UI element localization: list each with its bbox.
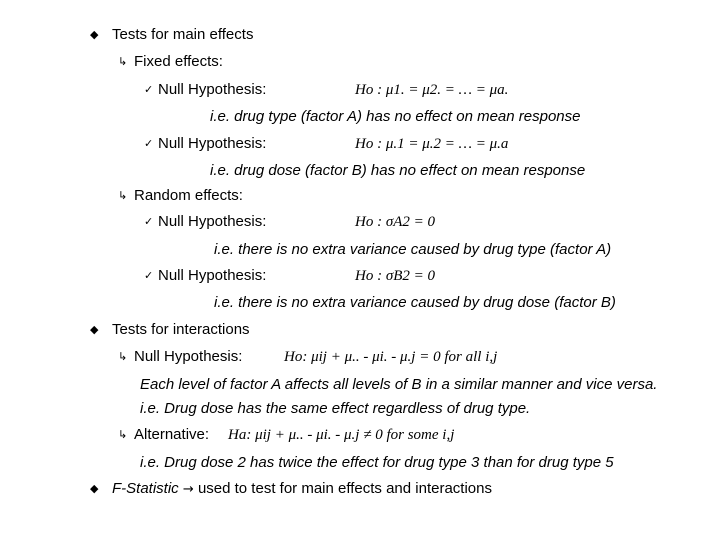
check-bullet-icon: ✓: [144, 215, 154, 228]
fixed-null-formula-1: Ho : μ1. = μ2. = … = μa.: [355, 82, 509, 98]
fstat-line: [112, 480, 492, 499]
bullet-icon: ◆: [90, 28, 99, 41]
fixed-effects-label: Fixed effects:: [134, 53, 223, 70]
fstat-term: F-Statistic: [112, 480, 179, 497]
interaction-null-formula: Ho: μij + μ.. - μi. - μ.j = 0 for all i,j: [284, 349, 498, 365]
interaction-alt-label: Alternative:: [134, 426, 210, 443]
interaction-null-label: Null Hypothesis:: [134, 348, 243, 365]
random-null-note-2: i.e. there is no extra variance caused by drug dose (factor B): [214, 294, 616, 311]
arrow-right-icon: →: [182, 482, 194, 497]
random-null-formula-2: Ho : σB2 = 0: [355, 268, 436, 284]
sub-bullet-icon: ↳: [118, 189, 128, 202]
random-null-note-1: i.e. there is no extra variance caused by drug type (factor A): [214, 241, 612, 258]
interaction-note-3: i.e. Drug dose 2 has twice the effect for drug type 3 than for drug type 5: [140, 454, 614, 471]
fixed-null-formula-2: Ho : μ.1 = μ.2 = … = μ.a: [355, 136, 509, 152]
interaction-note-1: Each level of factor A affects all levels of B in a similar manner and vice versa.: [140, 376, 658, 393]
random-effects-label: Random effects:: [134, 187, 243, 204]
sub-bullet-icon: ↳: [118, 428, 128, 441]
sub-bullet-icon: ↳: [118, 350, 128, 363]
interaction-note-2: i.e. Drug dose has the same effect regardless of drug type.: [140, 400, 531, 417]
fixed-null-label-1: Null Hypothesis:: [158, 81, 267, 98]
interaction-alt-formula: Ha: μij + μ.. - μi. - μ.j ≠ 0 for some i,j: [228, 427, 455, 443]
random-null-label-1: Null Hypothesis:: [158, 213, 267, 230]
fixed-null-note-1: i.e. drug type (factor A) has no effect on mean response: [210, 108, 581, 125]
fstat-text: used to test for main effects and interactions: [197, 480, 492, 497]
bullet-icon: ◆: [90, 482, 99, 495]
bullet-icon: ◆: [90, 323, 99, 336]
check-bullet-icon: ✓: [144, 269, 154, 282]
check-bullet-icon: ✓: [144, 83, 154, 96]
random-null-formula-1: Ho : σA2 = 0: [355, 214, 436, 230]
heading-interactions: Tests for interactions: [112, 321, 250, 338]
random-null-label-2: Null Hypothesis:: [158, 267, 267, 284]
heading-main-effects: Tests for main effects: [112, 26, 254, 43]
sub-bullet-icon: ↳: [118, 55, 128, 68]
fixed-null-note-2: i.e. drug dose (factor B) has no effect on mean response: [210, 162, 586, 179]
fixed-null-label-2: Null Hypothesis:: [158, 135, 267, 152]
check-bullet-icon: ✓: [144, 137, 154, 150]
